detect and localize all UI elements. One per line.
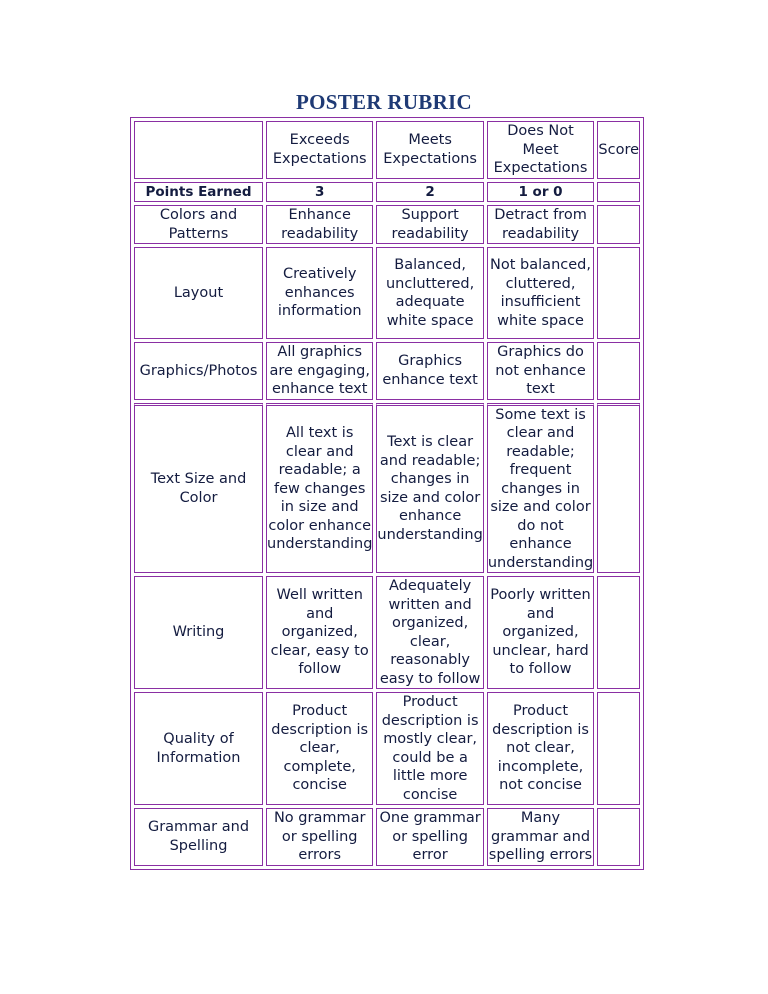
points-meets-cell: 2 <box>376 182 483 203</box>
criterion-exceeds: All text is clear and readable; a few changes in size and color enhance understanding <box>266 403 373 574</box>
criterion-label: Colors and Patterns <box>134 205 263 244</box>
criterion-exceeds: Creatively enhances information <box>266 247 373 339</box>
points-label-cell: Points Earned <box>134 182 263 203</box>
criterion-score <box>597 808 640 866</box>
header-score-cell: Score <box>597 121 640 179</box>
points-row <box>134 182 640 203</box>
criterion-label: Quality of Information <box>134 692 263 805</box>
header-row <box>134 121 640 179</box>
criterion-does-not-meet: Many grammar and spelling errors <box>487 808 594 866</box>
criterion-does-not-meet: Graphics do not enhance text <box>487 342 594 400</box>
criterion-label: Text Size and Color <box>134 403 263 574</box>
criterion-does-not-meet: Detract from readability <box>487 205 594 244</box>
criterion-score <box>597 247 640 339</box>
points-score-cell <box>597 182 640 203</box>
criterion-label: Grammar and Spelling <box>134 808 263 866</box>
criterion-exceeds: Enhance readability <box>266 205 373 244</box>
criterion-row-text-size <box>134 403 640 574</box>
criterion-score <box>597 205 640 244</box>
criterion-label: Graphics/Photos <box>134 342 263 400</box>
rubric-table <box>130 117 644 870</box>
criterion-score <box>597 342 640 400</box>
criterion-exceeds: Well written and organized, clear, easy to follow <box>266 576 373 689</box>
points-does-not-meet-cell: 1 or 0 <box>487 182 594 203</box>
criterion-meets: Adequately written and organized, clear, reasonably easy to follow <box>376 576 483 689</box>
criterion-exceeds: Product description is clear, complete, concise <box>266 692 373 805</box>
criterion-meets: Product description is mostly clear, could be a little more concise <box>376 692 483 805</box>
header-exceeds-cell: Exceeds Expectations <box>266 121 373 179</box>
criterion-meets: Text is clear and readable; changes in size and color enhance understanding <box>376 403 483 574</box>
criterion-row-writing <box>134 576 640 689</box>
header-blank-cell <box>134 121 263 179</box>
criterion-score <box>597 403 640 574</box>
criterion-does-not-meet: Poorly written and organized, unclear, hard to follow <box>487 576 594 689</box>
page-title: POSTER RUBRIC <box>295 90 472 114</box>
header-does-not-meet-cell: Does Not Meet Expectations <box>487 121 594 179</box>
criterion-row-colors <box>134 205 640 244</box>
criterion-row-layout <box>134 247 640 339</box>
criterion-meets: Support readability <box>376 205 483 244</box>
criterion-meets: Balanced, uncluttered, adequate white space <box>376 247 483 339</box>
header-meets-cell: Meets Expectations <box>376 121 483 179</box>
criterion-label: Layout <box>134 247 263 339</box>
points-exceeds-cell: 3 <box>266 182 373 203</box>
criterion-does-not-meet: Not balanced, cluttered, insufficient white space <box>487 247 594 339</box>
criterion-meets: Graphics enhance text <box>376 342 483 400</box>
criterion-does-not-meet: Product description is not clear, incomplete, not concise <box>487 692 594 805</box>
criterion-does-not-meet: Some text is clear and readable; frequent changes in size and color do not enhance understanding <box>487 403 594 574</box>
criterion-score <box>597 576 640 689</box>
criterion-meets: One grammar or spelling error <box>376 808 483 866</box>
criterion-exceeds: No grammar or spelling errors <box>266 808 373 866</box>
criterion-score <box>597 692 640 805</box>
criterion-row-graphics <box>134 342 640 400</box>
criterion-row-grammar <box>134 808 640 866</box>
criterion-row-quality <box>134 692 640 805</box>
criterion-label: Writing <box>134 576 263 689</box>
criterion-exceeds: All graphics are engaging, enhance text <box>266 342 373 400</box>
